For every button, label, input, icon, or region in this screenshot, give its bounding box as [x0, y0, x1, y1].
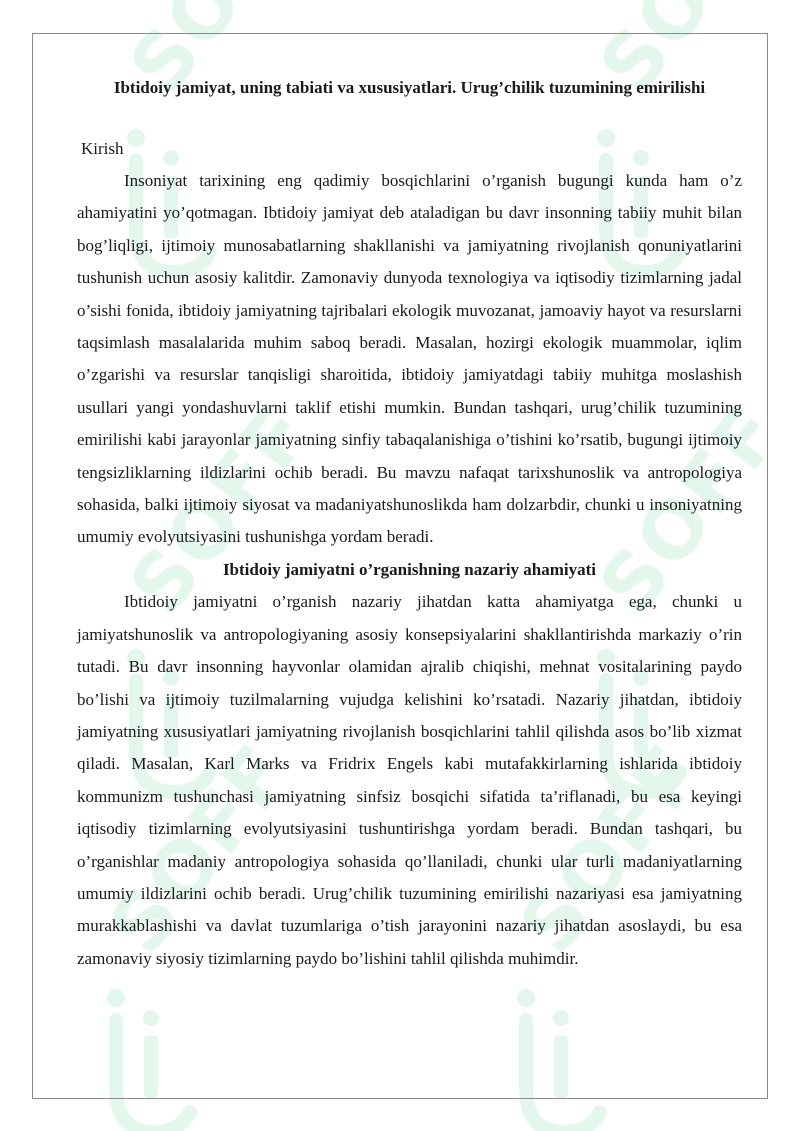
document-title: Ibtidoiy jamiyat, uning tabiati va xususiyatlari. Urug’chilik tuzumining emirilishi — [113, 78, 706, 97]
section-paragraph: Ibtidoiy jamiyatni o’rganish nazariy jihatdan katta ahamiyatga ega, chunki u jamiyatshunoslik va antropologiyaning asosiy konsepsiyalarini shakllantirishda markaziy o’rin tutadi. Bu davr insonning hayvonlar olamidan ajralib chiqishi, mehnat vositalarining paydo bo’lishi va ijtimoiy tuzilmalarning vujudga kelishini ko’rsatadi. Nazariy jihatdan, ibtidoiy jamiyatning xususiyatlari jamiyatning rivojlanish bosqichlarini tahlil qilishda asos bo’lib xizmat qiladi. Masalan, Karl Marks va Fridrix Engels kabi mutafakkirlarning ishlarida ibtidoiy kommunizm tushunchasi jamiyatning sinfsiz bosqichi sifatida ta’riflanadi, bu esa keyingi iqtisodiy tizimlarning evolyutsiyasini tushuntirishga yordam beradi. Bundan tashqari, bu o’rganishlar madaniy antropologiya sohasida qo’llaniladi, chunki ular turli madaniyatlarning umumiy ildizlarini ochib beradi. Urug’chilik tuzumining emirilishi nazariyasi esa jamiyatning murakkablashishi va davlat tuzumlariga o’tish jarayonini nazariy jihatdan asoslaydi, bu esa zamonaviy siyosiy tizimlarning paydo bo’lishini tahlil qilishda muhimdir. — [77, 592, 742, 968]
document-body — [77, 72, 742, 975]
section-heading: Ibtidoiy jamiyatni o’rganishning nazariy ahamiyati — [222, 559, 597, 579]
intro-heading: Kirish — [81, 139, 124, 158]
intro-paragraph: Insoniyat tarixining eng qadimiy bosqichlarini o’rganish bugungi kunda ham o’z ahamiyatini yo’qotmagan. Ibtidoiy jamiyat deb ataladigan bu davr insonning tabiiy muhit bilan bog’liqligi, ijtimoiy munosabatlarning shakllanishi va jamiyatning rivojlanish qonuniyatlarini tushunish uchun asosiy kalitdir. Zamonaviy dunyoda texnologiya va iqtisodiy tizimlarning jadal o’sishi fonida, ibtidoiy jamiyatning tajribalari ekologik muvozanat, jamoaviy hayot va resurslarni taqsimlash masalalarida muhim saboq beradi. Masalan, hozirgi ekologik muammolar, iqlim o’zgarishi va resurslar tanqisligi sharoitida, ibtidoiy jamiyatdagi tabiiy muhitga moslashish usullari yangi yondashuvlarni taklif etishi mumkin. Bundan tashqari, urug’chilik tuzumining emirilishi kabi jarayonlar jamiyatning sinfiy tabaqalanishiga o’tishini ko’rsatib, bugungi ijtimoiy tengsizliklarning ildizlarini ochib beradi. Bu mavzu nafaqat tarixshunoslik va antropologiya sohasida, balki ijtimoiy siyosat va madaniyatshunoslikda ham dolzarbdir, chunki u insoniyatning umumiy evolyutsiyasini tushunishga yordam beradi. — [77, 171, 742, 547]
